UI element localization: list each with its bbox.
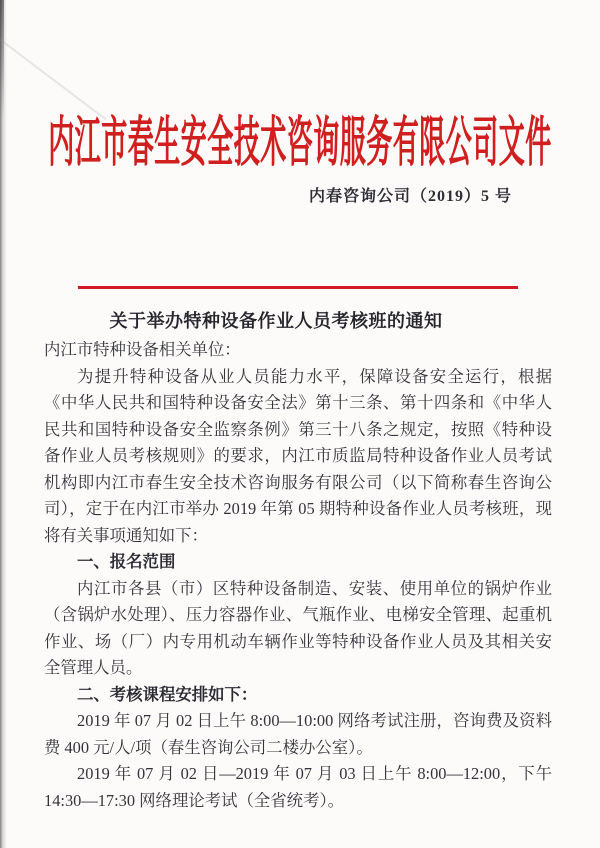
doc-number: 内春咨询公司（2019）5 号 bbox=[308, 188, 512, 205]
section-1-heading: 一、报名范围 bbox=[77, 552, 176, 571]
intro-paragraph: 为提升特种设备从业人员能力水平，保障设备安全运行，根据《中华人民共和国特种设备安全法》第十三条、第十四条和《中华人民共和国特种设备安全监察条例》第三十八条之规定，按照《特种设备作业人员考核规则》的要求，内江市质监局特种设备作业人员考试机构即内江市春生安全技术咨询服务有限公司（以下简称春生咨询公司），定于在内江市举办 2019 年第 05 期特种设备作业人员考核班，现将有关事项通知如下： bbox=[44, 366, 552, 545]
paper-crease bbox=[0, 28, 106, 120]
section-1-paragraph: 内江市各县（市）区特种设备制造、安装、使用单位的锅炉作业（含锅炉水处理）、压力容器作业、气瓶作业、电梯安全管理、起重机作业、场（厂）内专用机动车辆作业等特种设备作业人员及其相关安全管理人员。 bbox=[44, 578, 552, 677]
org-title: 内江市春生安全技术咨询服务有限公司文件 bbox=[48, 112, 552, 174]
section-2-heading: 二、考核课程安排如下： bbox=[77, 684, 258, 704]
red-separator-line bbox=[78, 286, 518, 289]
section-2-paragraph-2: 2019 年 07 月 02 日—2019 年 07 月 03 日上午 8:00—12:00，下午 14:30—17:30 网络理论考试（全省统考）。 bbox=[44, 764, 552, 810]
section-2-paragraph-1: 2019 年 07 月 02 日上午 8:00—10:00 网络考试注册，咨询费及资料费 400 元/人/项（春生咨询公司二楼办公室）。 bbox=[44, 711, 552, 757]
scan-edge-shadow-top bbox=[0, 0, 4, 120]
notice-title: 关于举办特种设备作业人员考核班的通知 bbox=[109, 311, 443, 331]
notice-body bbox=[44, 337, 552, 814]
salutation: 内江市特种设备相关单位： bbox=[44, 340, 241, 359]
